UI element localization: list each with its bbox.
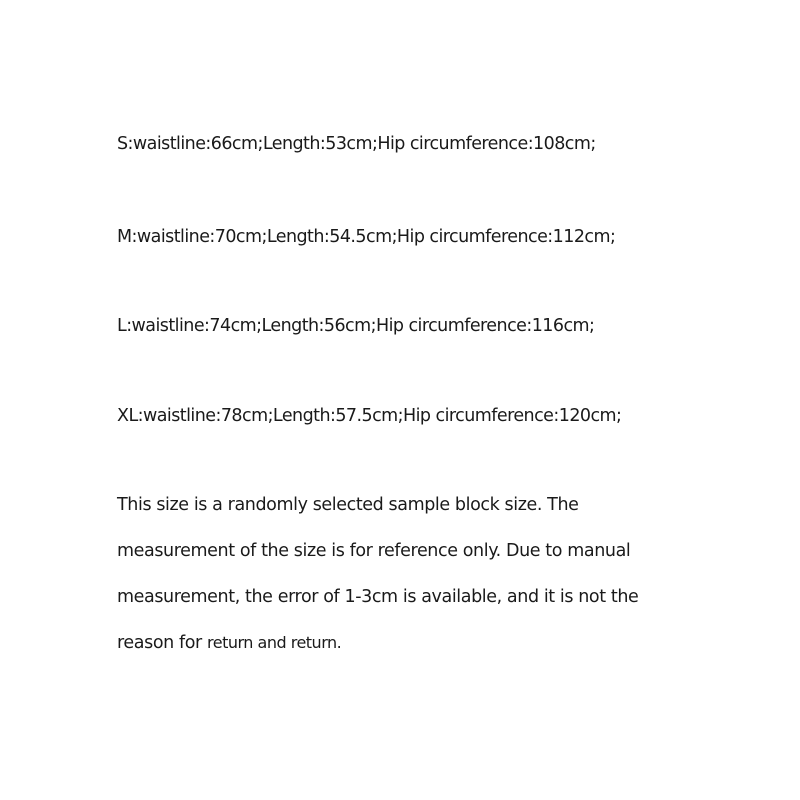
size-l-measurements: L:waistline:74cm;Length:56cm;Hip circumference:116cm; (117, 316, 595, 336)
note-line-4-end: return and return. (207, 633, 342, 652)
size-m-measurements: M:waistline:70cm;Length:54.5cm;Hip circumference:112cm; (117, 227, 616, 247)
note-line-4 (117, 635, 757, 681)
note-line-1: This size is a randomly selected sample block size. The (117, 495, 579, 515)
note-line-2: measurement of the size is for reference only. Due to manual (117, 541, 631, 561)
size-disclaimer-note (117, 497, 757, 681)
note-line-3: measurement, the error of 1-3cm is available, and it is not the (117, 587, 639, 607)
size-xl-measurements: XL:waistline:78cm;Length:57.5cm;Hip circumference:120cm; (117, 406, 622, 426)
size-s-measurements: S:waistline:66cm;Length:53cm;Hip circumference:108cm; (117, 134, 596, 154)
note-line-4-start: reason for (117, 633, 208, 653)
